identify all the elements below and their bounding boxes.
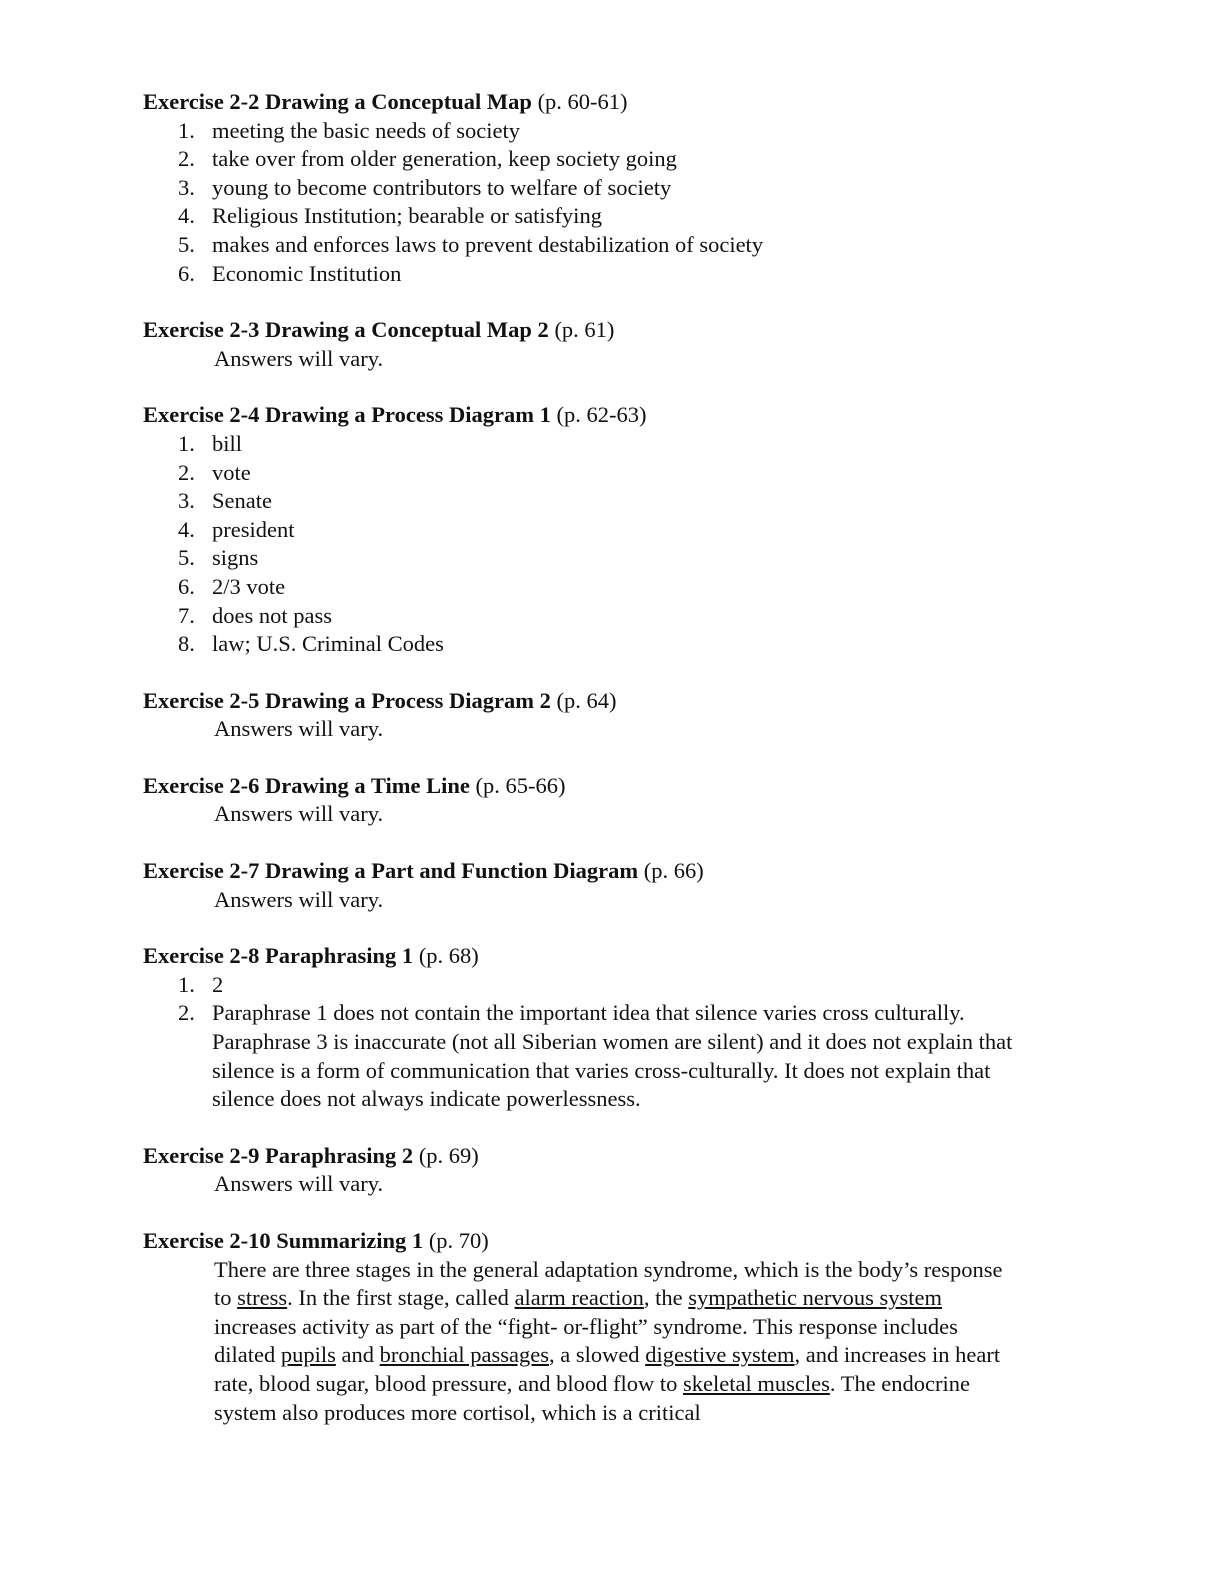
- list-item: 1. meeting the basic needs of society: [178, 117, 521, 143]
- page-reference: (p. 60-61): [537, 89, 628, 114]
- exercise-2-9: [143, 1142, 1043, 1199]
- exercise-title: Exercise 2-4 Drawing a Process Diagram 1: [143, 402, 551, 428]
- exercise-title: Exercise 2-7 Drawing a Part and Function Diagram: [143, 858, 639, 884]
- page-reference: (p. 69): [418, 1142, 479, 1168]
- underlined-term: digestive system: [645, 1342, 795, 1368]
- list-item: 3. young to become contributors to welfare of society: [178, 174, 672, 200]
- underlined-term: alarm reaction: [514, 1285, 644, 1311]
- answer-list: [143, 971, 1043, 1114]
- page-reference: (p. 62-63): [556, 402, 647, 428]
- exercise-title: Exercise 2-9 Paraphrasing 2: [143, 1142, 414, 1168]
- page-reference: (p. 64): [556, 687, 617, 713]
- list-item: 4. president: [178, 516, 295, 542]
- exercise-title: Exercise 2-2 Drawing a Conceptual Map: [143, 89, 532, 114]
- exercise-2-8: [143, 942, 1043, 1114]
- exercise-heading: [143, 1142, 1043, 1171]
- list-item: 2. Paraphrase 1 does not contain the important idea that silence varies cross culturally. Paraphrase 3 is inaccurate (not all Siberian women are silent) and it does not explain that silence is a form of communication that varies cross-culturally. It does not explain that silence does not always indicate powerlessness.: [178, 1000, 1013, 1112]
- exercise-heading: [143, 857, 1043, 886]
- list-item: 5. makes and enforces laws to prevent destabilization of society: [178, 231, 764, 257]
- list-item: 4. Religious Institution; bearable or satisfying: [178, 203, 602, 229]
- list-item: 1. bill: [178, 430, 243, 456]
- exercise-title: Exercise 2-6 Drawing a Time Line: [143, 772, 470, 798]
- list-item: 5. signs: [178, 545, 259, 571]
- answer-list: [143, 117, 1043, 289]
- exercise-2-2: [143, 88, 1043, 288]
- underlined-term: sympathetic nervous system: [688, 1285, 942, 1311]
- exercise-heading: [143, 687, 1043, 716]
- exercise-title: Exercise 2-5 Drawing a Process Diagram 2: [143, 687, 551, 713]
- exercise-heading: [143, 1227, 1043, 1256]
- exercise-2-5: [143, 687, 1043, 744]
- exercise-title: Exercise 2-10 Summarizing 1: [143, 1228, 424, 1253]
- answer-list: [143, 430, 1043, 659]
- answer-text: Answers will vary.: [214, 886, 384, 912]
- page-reference: (p. 66): [643, 858, 704, 884]
- page-reference: (p. 70): [428, 1228, 489, 1253]
- list-item: 1. 2: [178, 971, 224, 997]
- exercise-2-10: [143, 1227, 1043, 1427]
- page-reference: (p. 68): [418, 943, 479, 969]
- underlined-term: bronchial passages: [379, 1342, 549, 1368]
- exercise-heading: [143, 316, 1043, 345]
- answer-text: Answers will vary.: [214, 716, 384, 742]
- list-item: 3. Senate: [178, 488, 272, 514]
- list-item: 2. take over from older generation, keep society going: [178, 146, 677, 172]
- underlined-term: pupils: [280, 1342, 336, 1368]
- exercise-title: Exercise 2-3 Drawing a Conceptual Map 2: [143, 317, 549, 343]
- exercise-2-7: [143, 857, 1043, 914]
- underlined-term: stress: [237, 1285, 288, 1311]
- summary-paragraph: There are three stages in the general adaptation syndrome, which is the body’s response to stress. In the first stage, called alarm reaction, the sympathetic nervous system increases activity as part of the “fight- or-flight” syndrome. This response includes dilated pupils and bronchial passages, a slowed digestive system, and increases in heart rate, blood sugar, blood pressure, and blood flow to skeletal muscles. The endocrine system also produces more cortisol, which is a critical: [214, 1256, 1003, 1425]
- exercise-2-4: [143, 401, 1043, 658]
- page-reference: (p. 65-66): [475, 772, 566, 798]
- underlined-term: skeletal muscles: [683, 1370, 830, 1396]
- list-item: 7. does not pass: [178, 602, 332, 628]
- exercise-heading: [143, 942, 1043, 971]
- list-item: 2. vote: [178, 459, 251, 485]
- exercise-heading: [143, 772, 1043, 801]
- exercise-heading: [143, 88, 1043, 117]
- exercise-heading: [143, 401, 1043, 430]
- list-item: 8. law; U.S. Criminal Codes: [178, 631, 444, 657]
- answer-text: Answers will vary.: [214, 1171, 384, 1197]
- list-item: 6. 2/3 vote: [178, 573, 286, 599]
- answer-key-page: [143, 88, 1043, 1455]
- exercise-title: Exercise 2-8 Paraphrasing 1: [143, 943, 414, 969]
- exercise-2-3: [143, 316, 1043, 373]
- list-item: 6. Economic Institution: [178, 260, 402, 286]
- exercise-2-6: [143, 772, 1043, 829]
- page-reference: (p. 61): [554, 317, 615, 343]
- answer-text: Answers will vary.: [214, 345, 384, 371]
- answer-text: Answers will vary.: [214, 801, 384, 827]
